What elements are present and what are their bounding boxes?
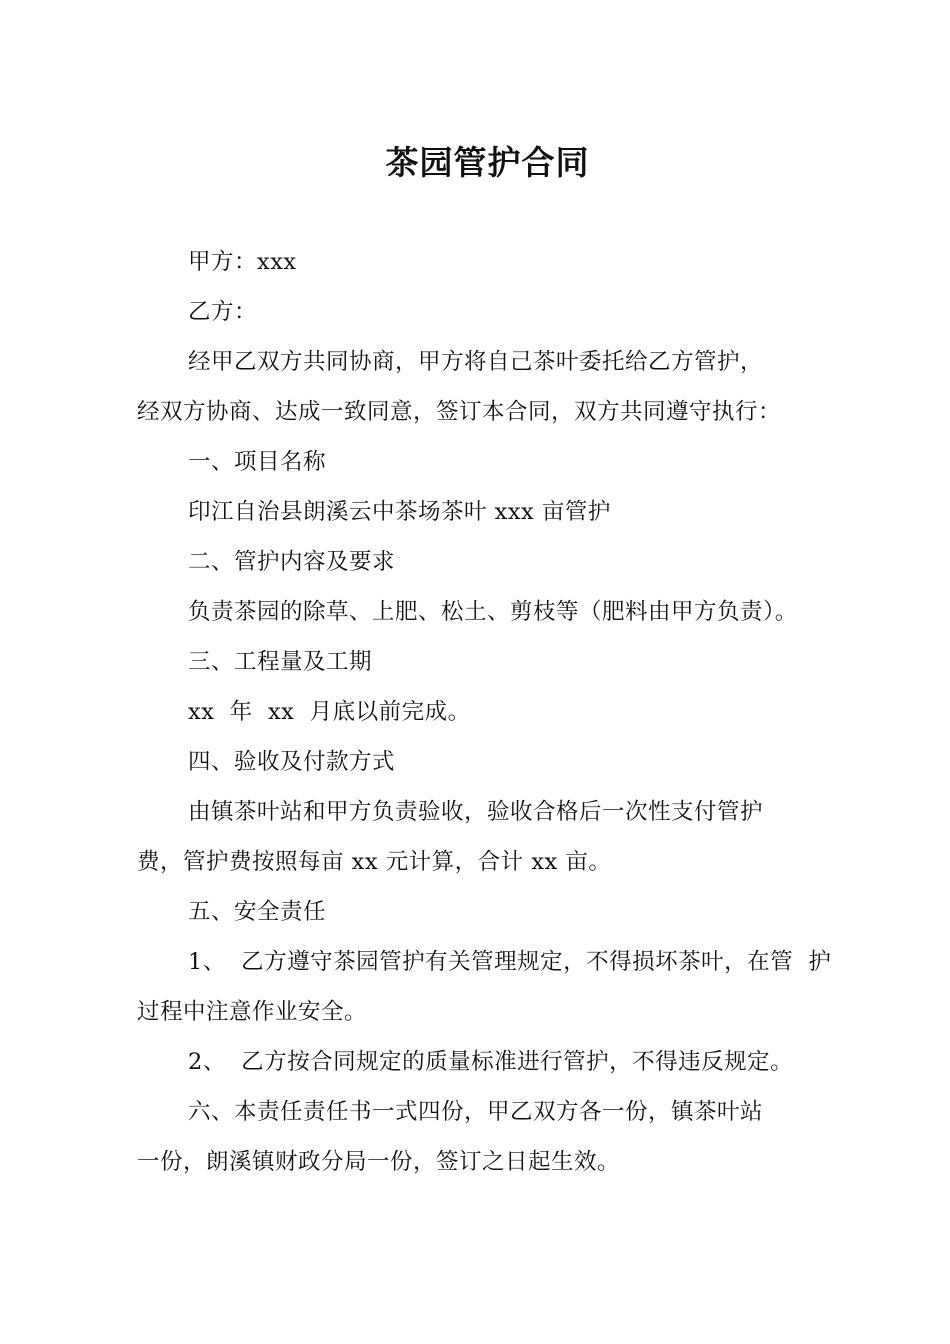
section-2-heading: 二、管护内容及要求 bbox=[188, 549, 396, 575]
section-4-body-line-2: 费，管护费按照每亩 xx 元计算，合计 xx 亩。 bbox=[137, 849, 612, 875]
section-3-body: xx 年 xx 月底以前完成。 bbox=[188, 699, 471, 725]
document-title: 茶园管护合同 bbox=[385, 143, 590, 182]
section-5-item-1-line-2: 过程中注意作业安全。 bbox=[137, 999, 368, 1025]
section-5-item-1-line-1: 1、 乙方遵守茶园管护有关管理规定，不得损坏茶叶，在管 护 bbox=[188, 949, 832, 975]
section-2-body: 负责茶园的除草、上肥、松土、剪枝等（肥料由甲方负责）。 bbox=[188, 599, 798, 625]
party-b-line: 乙方： bbox=[188, 299, 258, 325]
section-6-line-1: 六、本责任责任书一式四份，甲乙双方各一份，镇茶叶站 bbox=[188, 1099, 764, 1125]
section-5-heading: 五、安全责任 bbox=[188, 899, 327, 925]
intro-paragraph-line-2: 经双方协商、达成一致同意，签订本合同，双方共同遵守执行： bbox=[137, 399, 782, 425]
section-3-heading: 三、工程量及工期 bbox=[188, 649, 373, 675]
section-1-heading: 一、项目名称 bbox=[188, 449, 327, 475]
section-4-heading: 四、验收及付款方式 bbox=[188, 749, 396, 775]
section-6-line-2: 一份，朗溪镇财政分局一份，签订之日起生效。 bbox=[137, 1149, 621, 1175]
section-1-body: 印江自治县朗溪云中茶场茶叶 xxx 亩管护 bbox=[188, 499, 611, 525]
section-4-body-line-1: 由镇茶叶站和甲方负责验收，验收合格后一次性支付管护 bbox=[188, 799, 764, 825]
section-5-item-2: 2、 乙方按合同规定的质量标准进行管护，不得违反规定。 bbox=[188, 1049, 794, 1075]
party-a-line: 甲方：xxx bbox=[188, 249, 297, 275]
intro-paragraph-line-1: 经甲乙双方共同协商，甲方将自己茶叶委托给乙方管护， bbox=[188, 349, 764, 375]
